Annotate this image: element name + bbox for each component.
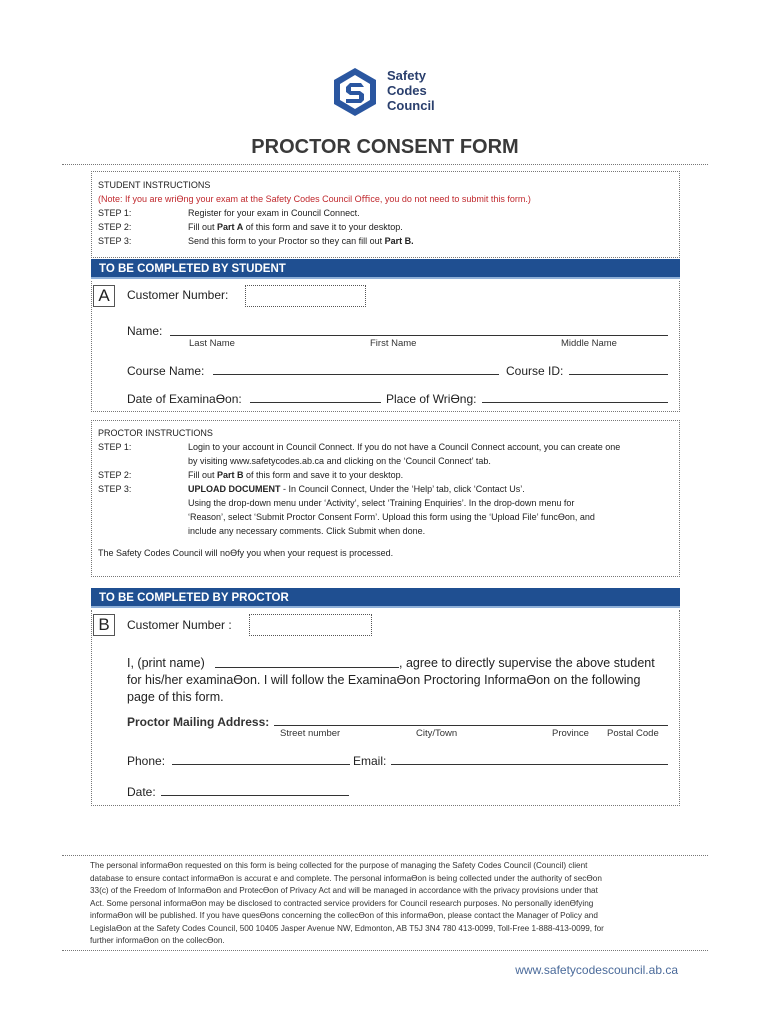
logo-icon (330, 66, 380, 118)
privacy-line: further informaƟon on the collecƟon. (90, 936, 225, 945)
student-step-2 (98, 220, 678, 234)
agreement-line-2: for his/her examinaƟon. I will follow the ExaminaƟon Proctoring InformaƟon on the following (127, 673, 641, 687)
mailing-address-label: Proctor Mailing Address: (127, 715, 270, 729)
customer-number-input[interactable] (245, 285, 366, 307)
section-b-letter: B (93, 614, 115, 636)
step-text: ‘Reason’, select ‘Submit Proctor Consent Form’. Upload this form using the ‘Upload File’ funcƟon, and (188, 512, 595, 522)
step-text: Login to your account in Council Connect. If you do not have a Council Connect account, you can create one (188, 442, 621, 452)
first-name-caption: First Name (370, 338, 417, 349)
agreement-text: , agree to directly supervise the above student (399, 656, 655, 670)
proctor-step-3 (98, 482, 688, 538)
name-input-line[interactable] (170, 335, 668, 336)
date-of-exam-input-line[interactable] (250, 402, 381, 403)
province-caption: Province (552, 728, 589, 739)
title-divider (62, 164, 708, 165)
phone-label: Phone: (127, 754, 166, 768)
date-label: Date: (127, 785, 156, 799)
email-input-line[interactable] (391, 764, 668, 765)
step-label: STEP 2: (98, 222, 132, 232)
name-label: Name: (127, 324, 163, 338)
print-name-label: I, (print name) (127, 656, 205, 670)
step-text: Send this form to your Proctor so they can ﬁll out (188, 236, 385, 246)
step-text-bold: Part B (217, 470, 244, 480)
course-id-input-line[interactable] (569, 374, 668, 375)
section-a-letter: A (93, 285, 115, 307)
last-name-caption: Last Name (189, 338, 235, 349)
step-label: STEP 1: (98, 442, 132, 452)
proctor-customer-number-label: Customer Number : (127, 618, 232, 632)
step-text: Fill out (188, 470, 218, 480)
step-text: of this form and save it to your desktop. (243, 470, 404, 480)
step-text: include any necessary comments. Click Submit when done. (188, 526, 426, 536)
middle-name-caption: Middle Name (561, 338, 617, 349)
postal-code-caption: Postal Code (607, 728, 659, 739)
place-of-writing-input-line[interactable] (482, 402, 668, 403)
step-label: STEP 1: (98, 208, 132, 218)
step-text: Fill out (188, 222, 218, 232)
student-instructions-note: (Note: If you are wriƟng your exam at the Safety Codes Council Oﬃce, you do not need to submit this form.) (98, 194, 531, 204)
footer-bottom-divider (62, 950, 708, 951)
privacy-line: informaƟon will be published. If you have quesƟons concerning the collecƟon of this informaƟon, please contact the Manager of Policy and (90, 911, 598, 920)
date-of-exam-label: Date of ExaminaƟon: (127, 392, 242, 406)
step-text: Register for your exam in Council Connect. (188, 208, 360, 218)
step-label: STEP 3: (98, 236, 132, 246)
course-name-label: Course Name: (127, 364, 205, 378)
proctor-step-2 (98, 468, 688, 482)
city-town-caption: City/Town (416, 728, 458, 739)
course-name-input-line[interactable] (213, 374, 499, 375)
privacy-notice (90, 860, 680, 948)
privacy-line: database to ensure contact informaƟon is accurat e and complete. The personal informaƟon is being collected under the authority of secƟon (90, 873, 602, 883)
agreement-line-1 (127, 655, 672, 672)
page-title: PROCTOR CONSENT FORM (251, 136, 519, 158)
step-label: STEP 2: (98, 470, 132, 480)
section-a-bar: TO BE COMPLETED BY STUDENT (91, 259, 680, 279)
privacy-line: The personal informaƟon requested on this form is being collected for the purpose of managing the Safety Codes Council (Council) client (90, 861, 588, 870)
privacy-line: Act. Some personal informaƟon may be disclosed to contracted service providers for Council research purposes. No personally idenƟfying (90, 898, 594, 908)
notify-text: The Safety Codes Council will noƟfy you when your request is processed. (98, 548, 394, 558)
phone-input-line[interactable] (172, 764, 350, 765)
privacy-line: 33(c) of the Freedom of InformaƟon and ProtecƟon of Privacy Act and will be managed in accordance with the privacy provisions under that (90, 886, 598, 895)
print-name-input-line[interactable] (215, 667, 399, 668)
agreement-line-3: page of this form. (127, 690, 224, 704)
student-step-1 (98, 206, 678, 220)
place-of-writing-label: Place of WriƟng: (386, 392, 477, 406)
logo-text-line2: Codes (387, 83, 427, 98)
proctor-step-1 (98, 440, 688, 468)
email-label: Email: (353, 754, 387, 768)
footer-top-divider (62, 855, 708, 856)
proctor-customer-number-input[interactable] (249, 614, 372, 636)
logo (330, 66, 450, 118)
section-b-box (91, 610, 680, 806)
course-id-label: Course ID: (506, 364, 564, 378)
logo-text-line1: Safety (387, 68, 427, 83)
step-text-bold: Part A (217, 222, 244, 232)
step-text-bold: Part B. (384, 236, 414, 246)
step-text: of this form and save it to your desktop. (243, 222, 403, 232)
customer-number-label: Customer Number: (127, 288, 229, 302)
section-b-bar: TO BE COMPLETED BY PROCTOR (91, 588, 680, 608)
step-text-bold: UPLOAD DOCUMENT (188, 484, 281, 494)
student-step-3 (98, 234, 678, 248)
student-instructions-heading: STUDENT INSTRUCTIONS (98, 180, 211, 190)
date-input-line[interactable] (161, 795, 349, 796)
privacy-line: LegislaƟon at the Safety Codes Council, 500 10405 Jasper Avenue NW, Edmonton, AB T5J 3N4 780 413-0099, Toll-Free 1-888-413-0099, for (90, 923, 604, 933)
logo-text-line3: Council (387, 98, 435, 113)
mailing-address-input-line[interactable] (274, 725, 668, 726)
website-link[interactable]: www.safetycodescouncil.ab.ca (515, 963, 678, 977)
step-text: Using the drop-down menu under ‘Activity’, select ‘Training Enquiries’. In the drop-down menu for (188, 498, 575, 508)
step-text: by visiting www.safetycodes.ab.ca and clicking on the ‘Council Connect’ tab. (188, 456, 491, 466)
step-text: - In Council Connect, Under the ‘Help’ tab, click ‘Contact Us’. (280, 484, 525, 494)
step-label: STEP 3: (98, 484, 132, 494)
proctor-instructions-heading: PROCTOR INSTRUCTIONS (98, 428, 213, 438)
street-number-caption: Street number (280, 728, 341, 739)
